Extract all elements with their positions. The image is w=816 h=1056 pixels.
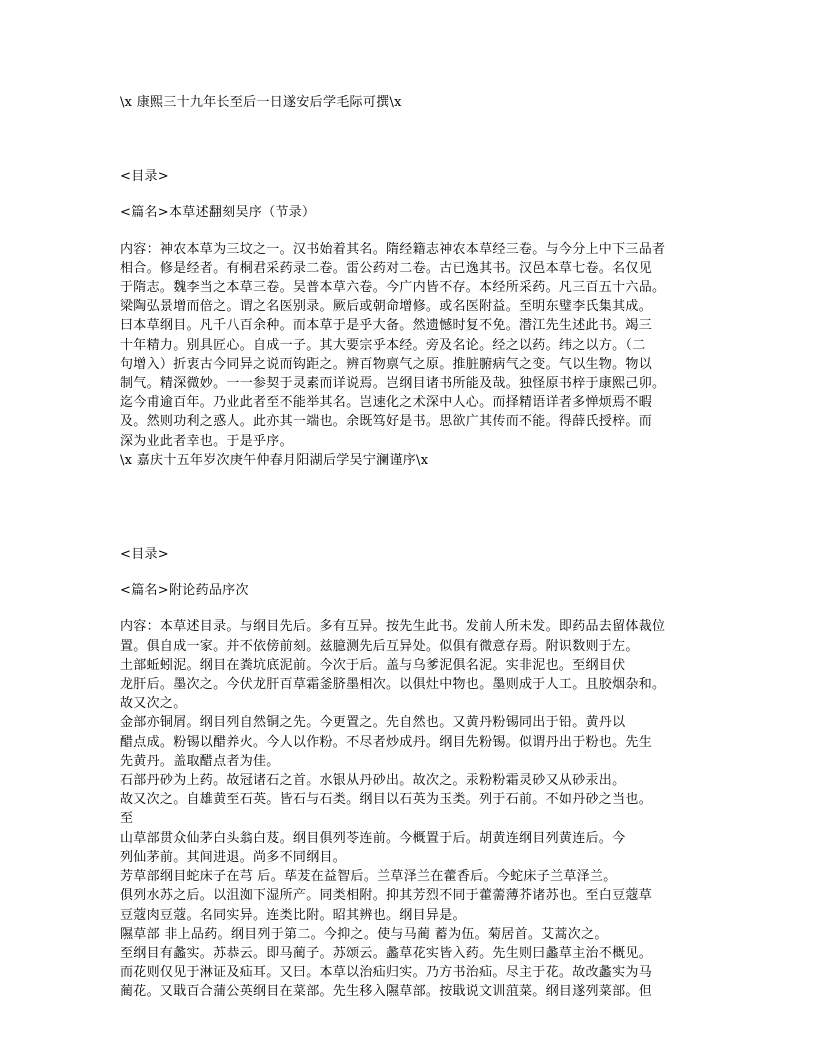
spacer bbox=[120, 186, 700, 203]
text-line: 土部蚯蚓泥。纲目在粪坑底泥前。今次于后。盖与乌爹泥俱名泥。实非泥也。至纲目伏 bbox=[120, 657, 626, 673]
text-line: 山草部贯众仙茅白头翁白芨。纲目俱列苓连前。今概置于后。胡黄连纲目列黄连后。今 bbox=[120, 830, 626, 846]
text-line: 制气。精深微妙。一一参契于灵素而详说焉。岂纲目诸书所能及哉。独怪原书梓于康熙己卯。 bbox=[120, 376, 666, 392]
author-signature-line: \x 嘉庆十五年岁次庚午仲春月阳湖后学吴宁澜谨序\x bbox=[120, 452, 429, 468]
spacer bbox=[120, 600, 700, 617]
text-line: 句增入）折衷古今同异之说而钩距之。辨百物禀气之原。推脏腑病气之变。气以生物。物以 bbox=[120, 356, 653, 372]
text-line: 内容：本草述目录。与纲目先后。多有互异。按先生此书。发前人所未发。即药品去留体裁位 bbox=[120, 619, 666, 635]
text-line: 故又次之。自雄黄至石英。皆石与石类。纲目以石英为玉类。列于石前。不如丹砂之当也。 bbox=[120, 792, 653, 808]
text-line: 故又次之。 bbox=[120, 696, 187, 712]
section-title: <篇名>附论药品序次 bbox=[120, 583, 249, 599]
text-line: 曰本草纲目。凡千八百余种。而本草于是乎大备。然遗憾时复不免。潜江先生述此书。竭三 bbox=[120, 318, 653, 334]
toc-marker: <目录> bbox=[120, 169, 169, 185]
text-line: 金部亦铜屑。纲目列自然铜之先。今更置之。先自然也。又黄丹粉锡同出于铅。黄丹以 bbox=[120, 715, 626, 731]
text-line: 先黄丹。盖取醋点者为佳。 bbox=[120, 753, 280, 769]
text-line: 隰草部 非上品药。纲目列于第二。今抑之。使与马蔺 蓄为伍。菊居首。艾蒿次之。 bbox=[120, 926, 608, 942]
text-line: 俱列水苏之后。以沮洳下湿所产。同类相附。抑其芳烈不同于藿薷薄芥诸苏也。至白豆蔻草 bbox=[120, 888, 653, 904]
text-line: 芳草部纲目蛇床子在芎 后。荜茇在益智后。兰草泽兰在藿香后。今蛇床子兰草泽兰。 bbox=[120, 869, 617, 885]
text-line: 至纲目有蠡实。苏恭云。即马蔺子。苏颂云。蠡草花实皆入药。先生则曰蠡草主治不概见。 bbox=[120, 945, 653, 961]
spacer bbox=[120, 564, 700, 581]
text-line: 至 bbox=[120, 811, 134, 827]
text-line: 深为业此者幸也。于是乎序。 bbox=[120, 433, 293, 449]
text-line: 十年精力。别具匠心。自成一子。其大要宗乎本经。旁及名论。经之以药。纬之以方。（二 bbox=[120, 337, 646, 353]
text-line: 梁陶弘景增而倍之。谓之名医别录。厥后或朝命增修。或名医附益。至明东璧李氏集其成。 bbox=[120, 299, 653, 315]
text-line: 豆蔻肉豆蔻。名同实异。连类比附。昭其辨也。纲目异是。 bbox=[120, 907, 466, 923]
text-line: 内容：神农本草为三坟之一。汉书始着其名。隋经籍志神农本草经三卷。与今分上中下三品者 bbox=[120, 241, 666, 257]
text-line: 相合。修是经者。有桐君采药录二卷。雷公药对二卷。古已逸其书。汉邑本草七卷。名仅见 bbox=[120, 260, 653, 276]
author-signature-line: \x 康熙三十九年长至后一日遂安后学毛际可撰\x bbox=[120, 95, 402, 110]
section-body bbox=[120, 240, 700, 470]
document-page bbox=[120, 93, 700, 1002]
text-line: 醋点成。粉锡以醋养火。今人以作粉。不尽者炒成丹。纲目先粉锡。似谓丹出于粉也。先生 bbox=[120, 734, 653, 750]
spacer bbox=[120, 470, 700, 545]
text-line: 置。俱自成一家。并不依傍前刻。兹臆测先后互异处。似俱有微意存焉。附识数则于左。 bbox=[120, 638, 639, 654]
spacer bbox=[120, 112, 700, 167]
text-line: 于隋志。魏李当之本草三卷。吴普本草六卷。今广内皆不存。本经所采药。凡三百五十六品。 bbox=[120, 280, 666, 296]
text-line: 龙肝后。墨次之。今伏龙肝百草霜釜脐墨相次。以俱灶中物也。墨则成于人工。且胶烟杂和。 bbox=[120, 677, 666, 693]
text-line: 石部丹砂为上药。故冠诸石之首。水银从丹砂出。故次之。汞粉粉霜灵砂又从砂汞出。 bbox=[120, 773, 626, 789]
section-title: <篇名>本草述翻刻吴序（节录） bbox=[120, 205, 316, 221]
text-line: 迄今甫逾百年。乃业此者至不能举其名。岂速化之术深中人心。而择精语详者多惮烦焉不暇 bbox=[120, 395, 653, 411]
spacer bbox=[120, 223, 700, 240]
text-line: 列仙茅前。其间进退。尚多不同纲目。 bbox=[120, 849, 347, 865]
text-line: 而花则仅见于淋证及疝耳。又曰。本草以治疝归实。乃方书治疝。尽主于花。故改蠡实为马 bbox=[120, 965, 653, 981]
section-body bbox=[120, 617, 700, 1001]
text-line: 蔺花。又戢百合蒲公英纲目在菜部。先生移入隰草部。按戢说文训菹菜。纲目遂列菜部。但 bbox=[120, 984, 653, 1000]
text-line: 及。然则功利之惑人。此亦其一端也。余既笃好是书。思欲广其传而不能。得薛氏授梓。而 bbox=[120, 414, 653, 430]
toc-marker: <目录> bbox=[120, 547, 169, 563]
